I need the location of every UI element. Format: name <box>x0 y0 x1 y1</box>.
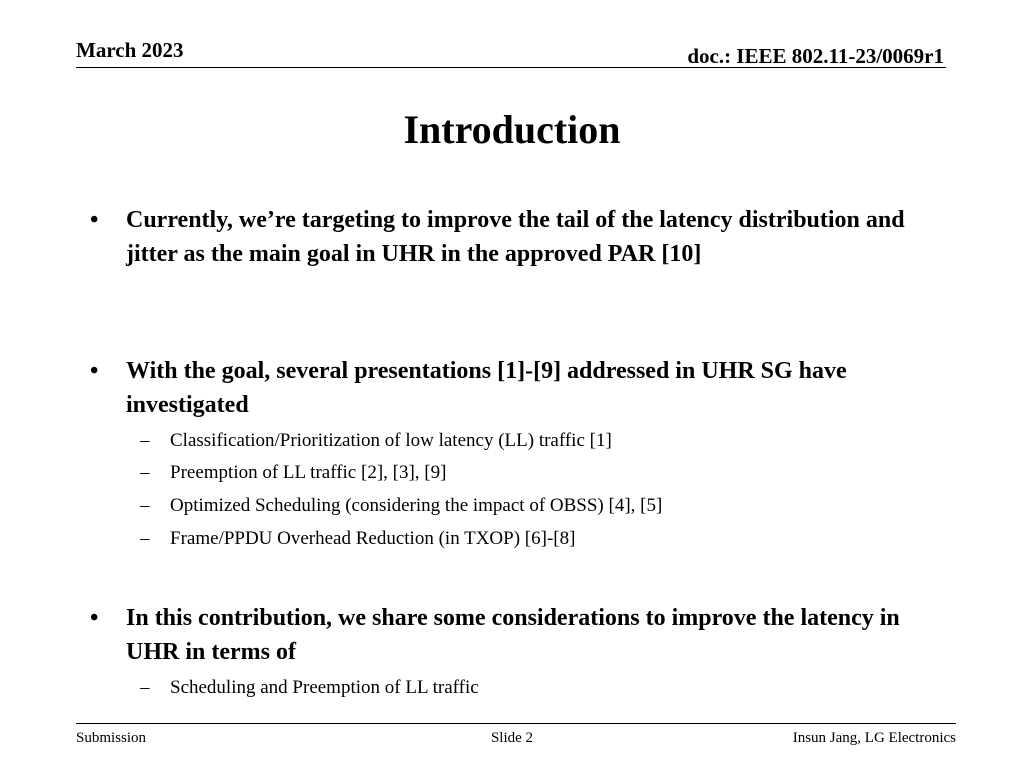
sub-item-marker: – <box>140 495 150 516</box>
bullet-text: Currently, we’re targeting to improve the tail of the latency distribution and jitter as the main goal in UHR in the approved PAR [10] <box>126 207 905 267</box>
sub-item-marker: – <box>140 528 150 549</box>
footer-submission: Submission <box>76 730 147 746</box>
header-date: March 2023 <box>76 38 184 62</box>
sub-item <box>140 675 940 701</box>
sub-item-text: Frame/PPDU Overhead Reduction (in TXOP) [6]-[8] <box>170 528 576 549</box>
bullet-text: With the goal, several presentations [1]-[9] addressed in UHR SG have investigated <box>126 358 847 418</box>
sub-item-text: Preemption of LL traffic [2], [3], [9] <box>170 462 447 483</box>
sub-item <box>140 493 940 519</box>
sub-item <box>140 526 940 552</box>
bullet-marker: • <box>90 207 99 233</box>
header-doc-id: doc.: IEEE 802.11-23/0069r1 <box>687 44 944 68</box>
bullet-marker: • <box>90 358 99 384</box>
bullet-item <box>90 601 940 669</box>
footer-divider <box>76 723 956 724</box>
bullet-item <box>90 203 940 271</box>
sub-item-text: Classification/Prioritization of low latency (LL) traffic [1] <box>170 430 612 451</box>
footer-slide-number: Slide 2 <box>490 730 534 746</box>
sub-item-marker: – <box>140 462 150 483</box>
sub-item-marker: – <box>140 430 150 451</box>
sub-item-text: Optimized Scheduling (considering the impact of OBSS) [4], [5] <box>170 495 663 516</box>
sub-item-marker: – <box>140 677 150 698</box>
sub-item <box>140 428 940 454</box>
sub-item <box>140 460 940 486</box>
footer-author: Insun Jang, LG Electronics <box>792 730 956 746</box>
bullet-text: In this contribution, we share some considerations to improve the latency in UHR in terms of <box>126 605 900 665</box>
bullet-item <box>90 354 940 422</box>
sub-item-text: Scheduling and Preemption of LL traffic <box>170 677 479 698</box>
header-divider <box>76 67 946 68</box>
slide-title: Introduction <box>403 107 621 152</box>
bullet-marker: • <box>90 605 99 631</box>
